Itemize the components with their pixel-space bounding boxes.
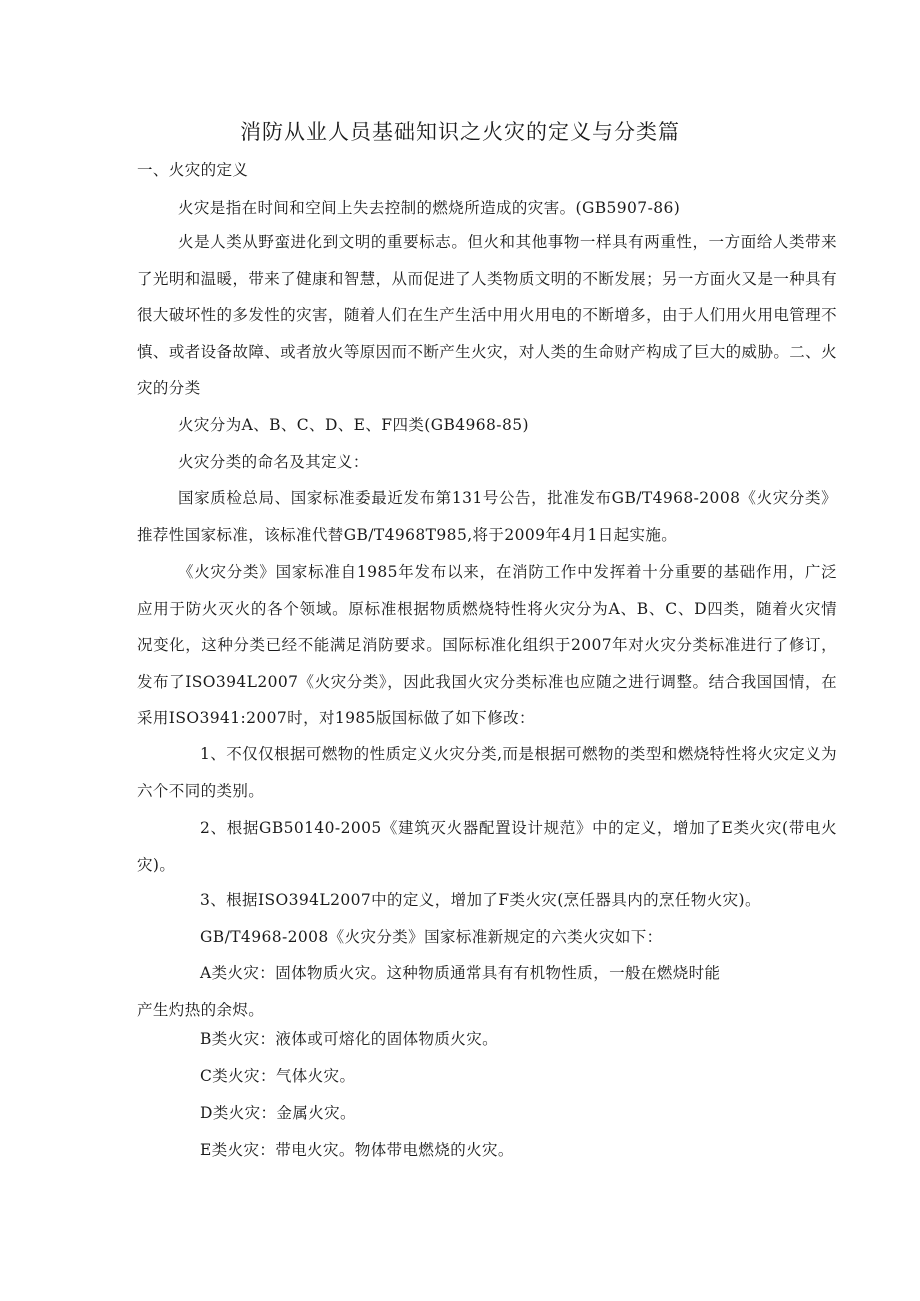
list-item-1: 1、不仅仅根据可燃物的性质定义火灾分类,而是根据可燃物的类型和燃烧特性将火灾定义为六个不同的类别。: [137, 745, 837, 800]
class-a-line-1: A类火灾：固体物质火灾。这种物质通常具有有机物性质，一般在燃烧时能: [200, 964, 721, 982]
paragraph-fire-history: 火是人类从野蛮进化到文明的重要标志。但火和其他事物一样具有两重性，一方面给人类带来了光明和温暖，带来了健康和智慧，从而促进了人类物质文明的不断发展；另一方面火又是一种具有很大破坏性的多发性的灾害，随着人们在生产生活中用火用电的不断增多，由于人们用火用电管理不慎、或者设备故障、或者放火等原因而不断产生火灾，对人类的生命财产构成了巨大的威胁。二、火灾的分类: [137, 233, 837, 398]
document-title: 消防从业人员基础知识之火灾的定义与分类篇: [240, 120, 680, 144]
paragraph-six-classes: GB/T4968-2008《火灾分类》国家标准新规定的六类火灾如下：: [200, 928, 663, 946]
class-a-line-2: 产生灼热的余烬。: [137, 1001, 265, 1019]
class-b: B类火灾：液体或可熔化的固体物质火灾。: [200, 1030, 498, 1048]
class-e: E类火灾：带电火灾。物体带电燃烧的火灾。: [200, 1141, 514, 1159]
paragraph-standard-history: 《火灾分类》国家标准自1985年发布以来，在消防工作中发挥着十分重要的基础作用，广泛应用于防火灭火的各个领域。原标准根据物质燃烧特性将火灾分为A、B、C、D四类，随着火灾情况变化，这种分类已经不能满足消防要求。国际标准化组织于2007年对火灾分类标准进行了修订，发布了ISO394L2007《火灾分类》，因此我国火灾分类标准也应随之进行调整。结合我国国情，在采用ISO3941:2007时，对1985版国标做了如下修改：: [137, 563, 837, 728]
class-c: C类火灾：气体火灾。: [200, 1067, 356, 1085]
paragraph-naming: 火灾分类的命名及其定义：: [178, 453, 369, 471]
class-d: D类火灾：金属火灾。: [200, 1104, 356, 1122]
paragraph-definition: 火灾是指在时间和空间上失去控制的燃烧所造成的灾害。(GB5907-86): [178, 199, 681, 217]
paragraph-announcement: 国家质检总局、国家标准委最近发布第131号公告，批准发布GB/T4968-2008《火灾分类》推荐性国家标准，该标准代替GB/T4968T985,将于2009年4月1日起实施。: [137, 489, 837, 544]
list-item-2: 2、根据GB50140-2005《建筑灭火器配置设计规范》中的定义，增加了E类火灾(带电火灾)。: [137, 819, 837, 874]
paragraph-classes-old: 火灾分为A、B、C、D、E、F四类(GB4968-85): [178, 416, 529, 434]
section-heading-definition: 一、火灾的定义: [137, 161, 249, 179]
list-item-3: 3、根据ISO394L2007中的定义，增加了F类火灾(烹任器具内的烹任物火灾)。: [200, 891, 761, 909]
